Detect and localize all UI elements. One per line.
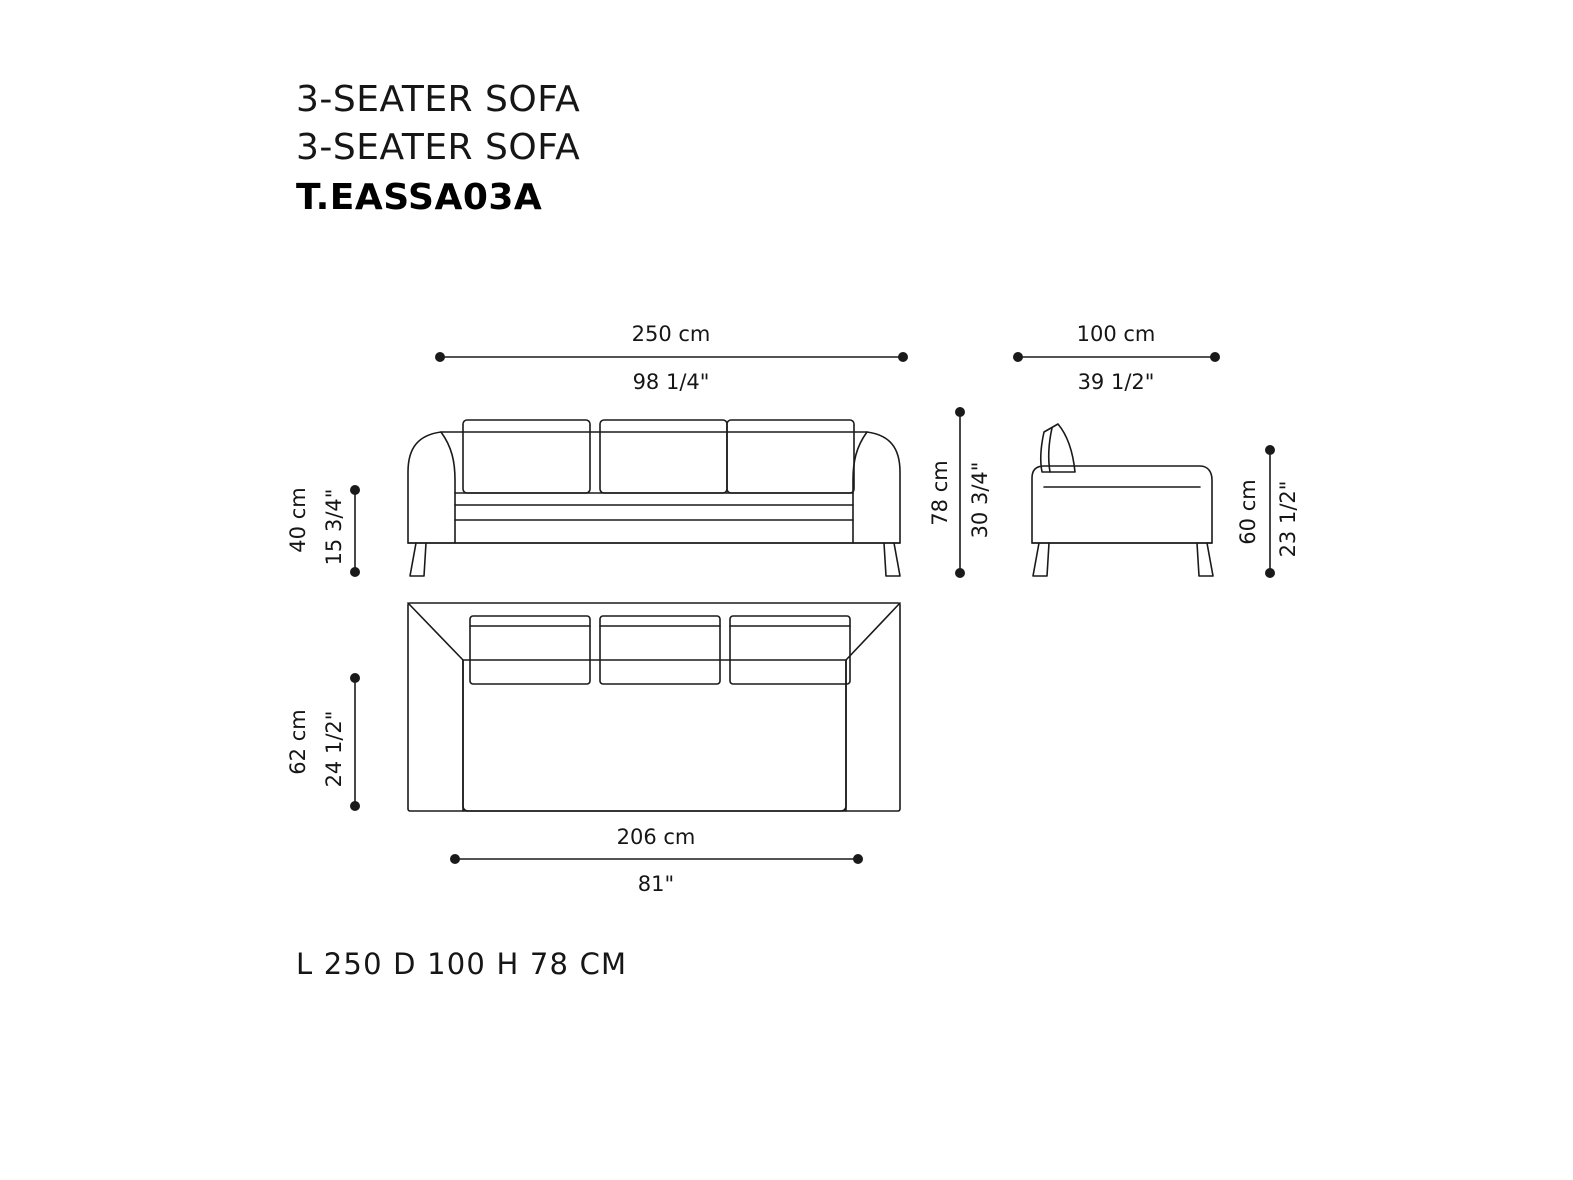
side-depth-in-label: 39 1/2": [1077, 370, 1155, 394]
front-sofa-outline: [408, 432, 900, 576]
plan-depth-in-label: 24 1/2": [322, 710, 346, 788]
front-total-height-in-label: 30 3/4": [968, 461, 992, 539]
side-back-height-cm-label: 60 cm: [1236, 479, 1260, 545]
plan-depth-dimension: [350, 673, 360, 811]
side-back-height-in-label: 23 1/2": [1276, 480, 1300, 558]
front-seat-height-cm-label: 40 cm: [286, 487, 310, 553]
product-name-secondary: 3-SEATER SOFA: [296, 127, 581, 168]
plan-inner-width-dimension: [450, 854, 863, 864]
front-width-dimension: [435, 352, 908, 362]
overall-dimensions-label: L 250 D 100 H 78 CM: [296, 947, 628, 981]
side-back-height-dimension: [1265, 445, 1275, 578]
front-total-height-dimension: [955, 407, 965, 578]
side-depth-cm-label: 100 cm: [1076, 322, 1156, 346]
front-total-height-cm-label: 78 cm: [928, 460, 952, 526]
product-name-primary: 3-SEATER SOFA: [296, 79, 581, 120]
front-back-cushions: [463, 420, 854, 493]
plan-inner-width-cm-label: 206 cm: [616, 825, 696, 849]
product-code: T.EASSA03A: [296, 177, 543, 218]
side-depth-dimension: [1013, 352, 1220, 362]
plan-sofa-outline: [408, 603, 900, 811]
front-seat-height-dimension: [350, 485, 360, 577]
side-sofa-outline: [1032, 424, 1213, 576]
plan-back-cushions: [470, 616, 850, 684]
front-width-in-label: 98 1/4": [632, 370, 710, 394]
front-seat-height-in-label: 15 3/4": [322, 488, 346, 566]
plan-inner-width-in-label: 81": [637, 872, 675, 896]
plan-depth-cm-label: 62 cm: [286, 709, 310, 775]
front-width-cm-label: 250 cm: [631, 322, 711, 346]
